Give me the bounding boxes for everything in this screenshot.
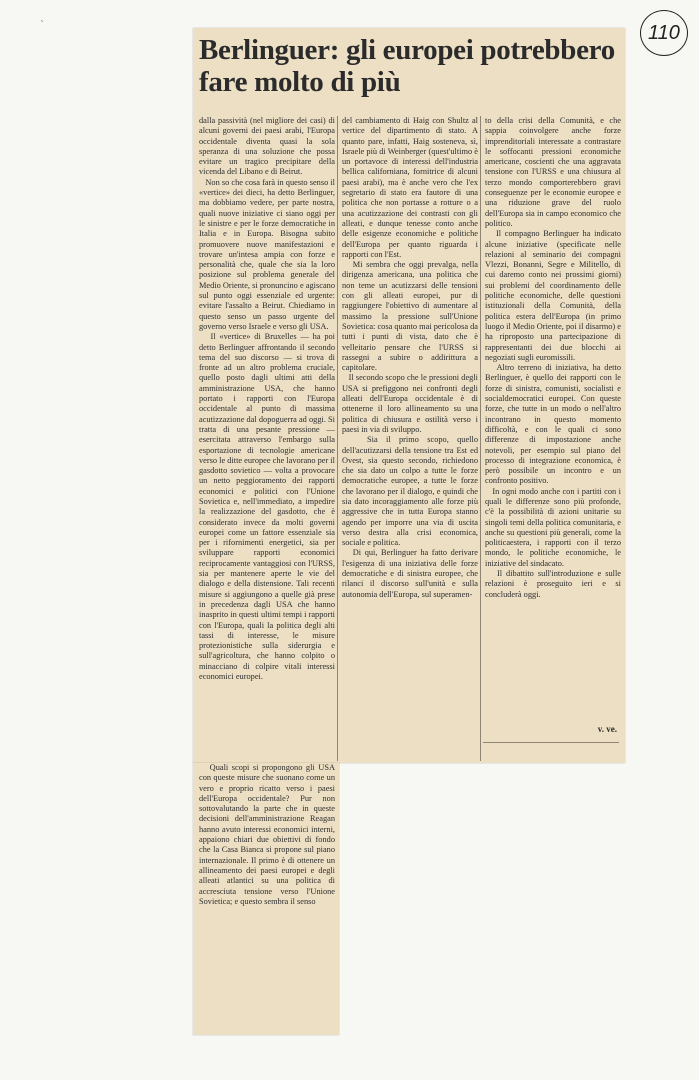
article-column-1: dalla passività (nel migliore dei casi) di alcuni governi dei paesi arabi, l'Europa occidentale diventa quasi la sola speranza di una soluzione che possa evitare un tragico precipitare della vicenda del Libano e di Beirut. Non so che cosa farà in questo senso il «vertice» dei dieci, ha detto Berlinguer, ma dobbiamo vedere, per parte nostra, quali nuove iniziative ci siano oggi per le sinistre e per le forze democratiche in Italia e in Europa. Bisogna subito promuovere nuove manifestazioni e trovare un'intesa ampia con forze e personalità che, quale che sia la loro posizione sul problema generale del Medio Oriente, si pronuncino e agiscano sul punto oggi essenziale ed urgente: evitare l'assalto a Beirut. Chiediamo in questo senso un passo urgente del governo verso Israele e verso gli USA. Il «vertice» di Bruxelles — ha poi detto Berlinguer affrontando il secondo tema del suo discorso — si trova di fronte ad un altro problema cruciale, quello posto dagli ultimi atti della amministrazione USA, che hanno portato i rapporti con l'Europa occidentale al punto di massima acutizzazione dal dopoguerra ad oggi. Si tratta di una pesante pressione — esercitata attraverso l'embargo sulla esportazione di tecnologie americane verso le ditte europee che lavorano per il gasdotto sovietico — volta a provocare un netto peggioramento dei rapporti economici e politici con l'Unione Sovietica e, nell'immediato, a impedire la realizzazione del gasdotto, che è considerato invece da molti governi europei come un fattore essenziale sia per i rifornimenti energetici, sia per sviluppare rapporti economici reciprocamente vantaggiosi con l'URSS, sia per mantenere aperte le vie del dialogo e della distensione. Tali recenti misure si aggiungono a quelle già prese in precedenza dagli USA che hanno inasprito in questi ultimi tempi i rapporti con l'Europa, quali la politica degli alti tassi di interesse, le misure protezionistiche sulla siderurgia e sull'agricoltura, che hanno colpito o minacciano di colpire vitali interessi economici europei. (199, 116, 336, 682)
corner-mark: ` (40, 20, 45, 31)
author-signature: v. ve. (597, 724, 617, 734)
article-continuation: Quali scopi si propongono gli USA con queste misure che suonano come un vero e proprio ricatto verso i paesi dell'Europa occidentale? Pur non sottovalutando la parte che in queste decisioni dell'amministrazione Reagan hanno avuto interessi economici interni, appaiono chiari due obiettivi di fondo che la Casa Bianca si propone sul piano internazionale. Il primo è di ottenere un allineamento dei paesi europei e degli alleati atlantici su una politica di accresciuta tensione verso l'Unione Sovietica; e questo sembra il senso (199, 763, 338, 906)
article-column-3: to della crisi della Comunità, e che sappia coinvolgere anche forze imprenditoriali interessate a contrastare le soffocanti pressioni economiche americane, coscienti che una aggravata tensione con l'URSS e una chiusura al terzo mondo comporterebbero gravi conseguenze per le economie europee e una riduzione grave del ruolo dell'Europa sia in campo economico che politico. Il compagno Berlinguer ha indicato alcune iniziative (specificate nelle relazioni al seminario dei compagni Vlezzi, Bonanni, Segre e Militello, di cui daremo conto nei prossimi giorni) sui problemi del coordinamento delle politiche economiche, delle questioni istituzionali della Comunità, della politica estera dell'Europa (in primo luogo il Medio Oriente, poi il disarmo) e ha riproposto una partecipazione di rappresentanti dei due blocchi ai negoziati sugli euromissili. Altro terreno di iniziativa, ha detto Berlinguer, è quello dei rapporti con le forze di sinistra, comunisti, socialisti e socialdemocratici europei. Con queste forze, che tutte in un modo o nell'altro incontrano in questo momento difficoltà, e con le quali ci sono differenze di impostazione anche notevoli, per esempio sul piano del processo di integrazione economica, è però possibile un incontro e un confronto positivo. In ogni modo anche con i partiti con i quali le differenze sono più profonde, c'è la possibilità di azioni unitarie su singoli temi della politica comunitaria, e anche su questioni più generali, come la politicaestera, i rapporti con il terzo mondo, le politiche economiche, le iniziative del sindacato. Il dibattito sull'introduzione e sulle relazioni è proseguito ieri e si concluderà oggi. (485, 116, 621, 599)
handwritten-page-number: 110 (640, 10, 688, 56)
newspaper-clipping-continuation (193, 763, 339, 1035)
article-headline: Berlinguer: gli europei potrebbero fare molto di più (199, 34, 615, 98)
column-divider (480, 116, 481, 761)
newspaper-clipping (193, 28, 625, 763)
end-rule (483, 742, 619, 743)
column-divider (337, 116, 338, 761)
article-column-2: del cambiamento di Haig con Shultz al vertice del dipartimento di stato. A quanto pare, infatti, Haig sosteneva, sì, Israele più di Weinberger (quest'ultimo è un portavoce di interessi dell'industria bellica californiana, fornitrice di alcuni paesi arabi), ma è anche vero che l'ex segretario di stato era fautore di una politica che non portasse a rotture o a una acutizzazione dei contrasti con gli alleati, e dunque tenesse conto anche delle esigenze economiche e politiche dell'Europa per quanto riguarda i rapporti con l'Est. Mi sembra che oggi prevalga, nella dirigenza americana, una politica che non teme un acutizzarsi delle tensioni con gli alleati europei, pur di raggiungere l'obiettivo di aumentare al massimo la pressione sull'Unione Sovietica: cosa quanto mai pericolosa da tutti i punti di vista, dato che è velleitario pensare che l'URSS si rassegni a subire o addirittura a capitolare. Il secondo scopo che le pressioni degli USA si prefiggono nei confronti degli alleati dell'Europa occidentale è di ottenerne il loro allineamento su una politica di chiusura e ostilità verso i paesi in via di sviluppo. Sia il primo scopo, quello dell'acutizzarsi della tensione tra Est ed Ovest, sia questo secondo, richiedono che sia dato un colpo a tutte le forze democratiche europee, a tutte le forze che lavorano per il dialogo, e quindi che sia dato incoraggiamento alle forze più aggressive che in tutta Europa stanno agendo per imporre una via di uscita verso destra alla crisi economica, sociale e politica. Di qui, Berlinguer ha fatto derivare l'esigenza di una iniziativa delle forze democratiche e di sinistra europee, che rilanci il discorso sull'unità e sulla autonomia dell'Europa, sul superamen- (342, 116, 479, 599)
